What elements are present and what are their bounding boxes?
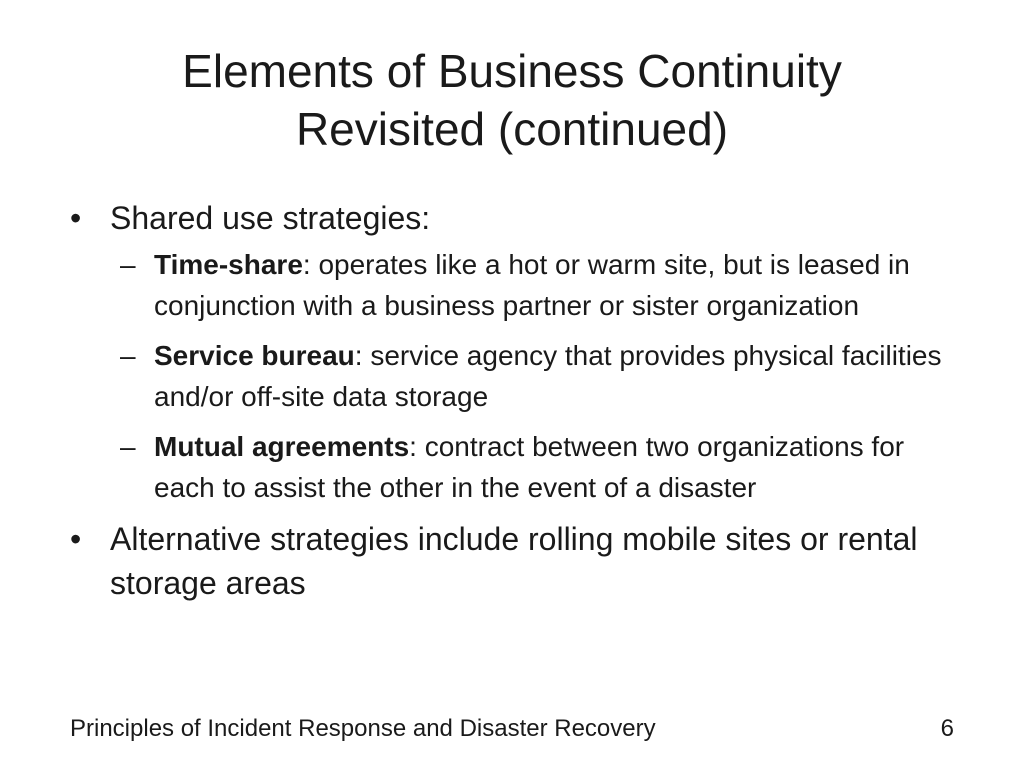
bullet-text: Alternative strategies include rolling mobile sites or rental storage areas — [110, 521, 918, 601]
sub-bullet-list — [70, 244, 970, 508]
term-label: Service bureau — [154, 340, 355, 371]
term-definition: : contract between two organizations for each to assist the other in the event of a disaster — [154, 431, 905, 503]
term-definition: : operates like a hot or warm site, but is leased in conjunction with a business partner or sister organization — [154, 249, 910, 321]
slide-title — [60, 42, 964, 158]
bullet-marker: • — [70, 521, 82, 557]
footer-text: Principles of Incident Response and Disaster Recovery — [70, 715, 656, 742]
sub-bullet-item — [70, 426, 954, 508]
dash-marker: – — [120, 340, 136, 371]
bullet-item — [70, 196, 970, 240]
term-label: Time-share — [154, 249, 303, 280]
dash-marker: – — [120, 431, 136, 462]
page-number: 6 — [940, 715, 954, 742]
sub-bullet-item — [70, 244, 954, 326]
term-label: Mutual agreements — [154, 431, 410, 462]
term-definition: : service agency that provides physical facilities and/or off-site data storage — [154, 340, 942, 412]
title-line-2: Revisited (continued) — [295, 103, 729, 155]
bullet-item — [70, 517, 970, 605]
slide-body — [70, 196, 970, 605]
bullet-marker: • — [70, 200, 82, 236]
sub-bullet-item — [70, 335, 954, 417]
dash-marker: – — [120, 249, 136, 280]
title-line-1: Elements of Business Continuity — [182, 45, 842, 97]
bullet-text: Shared use strategies: — [110, 200, 431, 236]
